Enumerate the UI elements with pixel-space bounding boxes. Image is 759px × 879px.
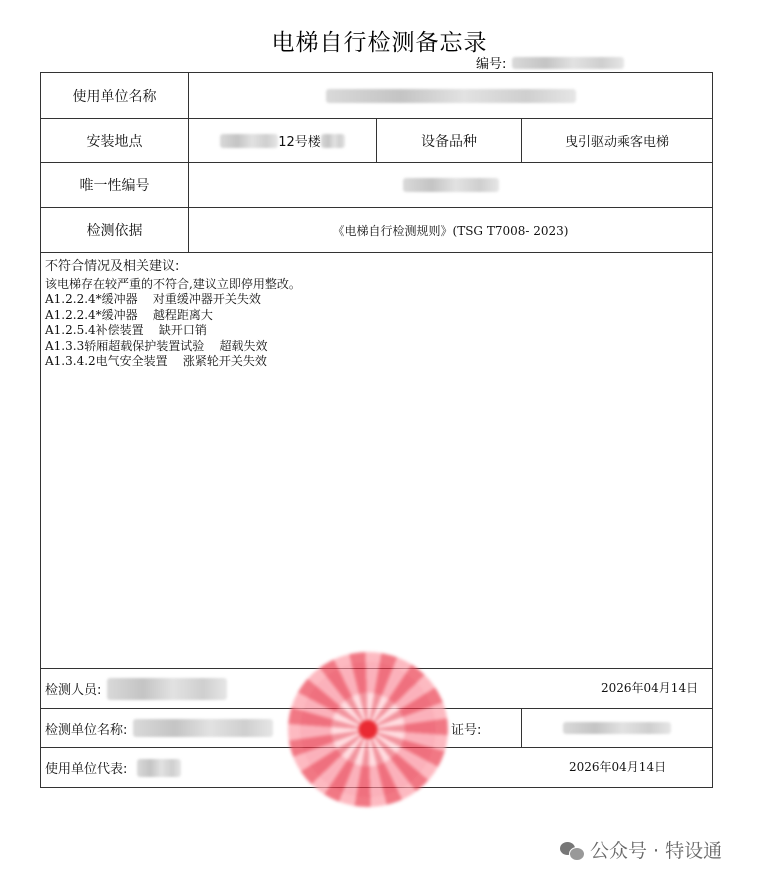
serial-number xyxy=(476,53,624,72)
redacted-user-unit xyxy=(326,89,576,103)
cert-label: 证号: xyxy=(451,722,482,738)
finding-item: A1.3.4.2电气安全装置 涨紧轮开关失效 xyxy=(45,354,267,368)
install-location-label: 安装地点 xyxy=(86,133,143,150)
user-rep-date: 2026年04月14日 xyxy=(569,760,667,774)
official-seal xyxy=(288,652,448,807)
watermark xyxy=(560,836,722,863)
redacted-cert-number xyxy=(563,722,671,734)
user-rep-signature xyxy=(137,759,181,777)
findings-section xyxy=(45,259,705,370)
findings-heading: 不符合情况及相关建议: xyxy=(45,259,180,274)
redacted-location-suffix xyxy=(321,134,345,148)
redacted-unique-id xyxy=(403,178,499,192)
findings-summary: 该电梯存在较严重的不符合,建议立即停用整改。 xyxy=(45,276,301,291)
inspection-unit-row xyxy=(45,709,273,747)
unique-id-value xyxy=(189,163,712,207)
finding-item: A1.2.2.4*缓冲器 越程距离大 xyxy=(45,307,213,322)
basis-label: 检测依据 xyxy=(86,223,143,239)
watermark-text: 公众号 · 特设通 xyxy=(590,840,723,862)
basis-value: 《电梯自行检测规则》(TSG T7008- 2023) xyxy=(332,223,569,238)
finding-item: A1.2.2.4*缓冲器 对重缓冲器开关失效 xyxy=(45,292,261,306)
install-location-text: 12号楼 xyxy=(278,135,321,150)
redacted-serial xyxy=(512,57,624,69)
serial-label: 编号: xyxy=(476,57,507,72)
inspector-signature xyxy=(107,678,227,700)
user-rep-label: 使用单位代表: xyxy=(45,762,128,777)
redacted-inspection-unit xyxy=(133,719,273,737)
equipment-type-value: 曳引驱动乘客电梯 xyxy=(564,135,669,150)
document-title: 电梯自行检测备忘录 xyxy=(271,30,488,56)
wechat-icon xyxy=(560,840,584,860)
inspection-unit-label: 检测单位名称: xyxy=(45,722,128,738)
install-location-value xyxy=(189,119,376,162)
cert-value xyxy=(522,709,712,747)
finding-item: A1.3.3轿厢超载保护装置试验 超载失效 xyxy=(45,338,268,353)
user-rep-row xyxy=(45,748,181,787)
redacted-location-prefix xyxy=(220,134,278,148)
user-unit-label: 使用单位名称 xyxy=(72,88,157,105)
inspector-label: 检测人员: xyxy=(45,683,102,698)
inspector-row xyxy=(45,669,227,708)
inspector-date: 2026年04月14日 xyxy=(601,681,699,695)
unique-id-label: 唯一性编号 xyxy=(79,178,150,194)
equipment-type-label: 设备品种 xyxy=(421,133,477,150)
finding-item: A1.2.5.4补偿装置 缺开口销 xyxy=(45,323,207,337)
user-unit-value xyxy=(189,73,712,118)
